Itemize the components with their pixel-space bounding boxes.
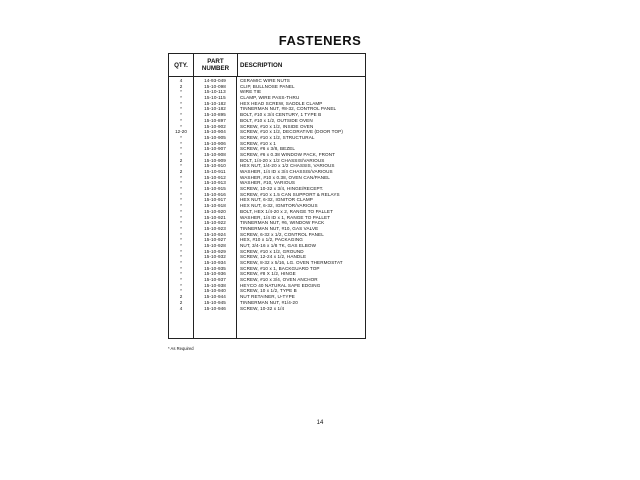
part-number-cell: 15-10-113: [204, 89, 226, 95]
qty-cell: *: [180, 134, 182, 140]
part-number-cell: 15-10-937: [204, 277, 226, 283]
qty-cell: *: [180, 208, 182, 214]
qty-cell: *: [180, 95, 182, 101]
part-number-cell: 15-10-928: [204, 242, 226, 248]
part-number-cell: 15-10-913: [204, 180, 226, 186]
part-number-cell: 15-10-908: [204, 151, 226, 157]
part-number-cell: 15-10-921: [204, 214, 226, 220]
part-number-cell: 15-10-916: [204, 191, 226, 197]
part-number-cell: 15-10-905: [204, 134, 226, 140]
description-header: DESCRIPTION: [240, 61, 283, 69]
part-number-cell: 14-93-049: [204, 78, 226, 83]
part-number-cell: 15-10-935: [204, 265, 226, 271]
description-cell: SCREW, 10-32 x 1/4: [240, 305, 285, 311]
description-cell: SCREW, #10 x 1, BACKGUARD TOP: [240, 265, 320, 271]
description-cell: HEYCO 40 NATURAL SAFE EDGING: [240, 282, 321, 288]
qty-cell: 2: [179, 157, 183, 163]
part-number-cell: 15-10-182: [204, 106, 226, 112]
description-cell: SCREW, #8 X 1/2, HINGE: [240, 271, 296, 277]
part-number-cell: 15-10-909: [204, 157, 226, 163]
qty-cell: 2: [179, 83, 183, 89]
description-cell: BOLT, #10 x 1/2, OUTSIDE OVEN: [240, 117, 313, 123]
description-cell: WIRE TIE: [240, 89, 262, 95]
qty-cell: *: [180, 106, 182, 112]
qty-cell: *: [180, 231, 182, 237]
description-cell: HEX NUT, 6-32, IGNITOR CLAMP: [240, 197, 313, 203]
table-header: [169, 54, 365, 77]
description-cell: SCREW, #10 x 1/2, GROUND: [240, 248, 304, 254]
part-number-cell: 15-10-938: [204, 282, 226, 288]
qty-cell: *: [180, 174, 182, 180]
part-number-cell: 15-10-918: [204, 203, 226, 209]
description-cell: HEX HEAD SCREW, SADDLE CLAMP: [240, 100, 323, 106]
qty-cell: *: [180, 271, 182, 277]
qty-cell: *: [180, 197, 182, 203]
description-cell: SCREW, 12-24 x 1/2, HANDLE: [240, 254, 307, 260]
qty-cell: 12-20: [175, 129, 187, 135]
description-cell: TINNERMAN NUT, #10, GAS VALVE: [240, 225, 319, 231]
description-cell: NUT RETAINER, U-TYPE: [240, 294, 295, 300]
qty-cell: *: [180, 214, 182, 220]
description-cell: HEX NUT, 1/4-20 x 1/2 CHASSIS, VARIOUS: [240, 163, 335, 169]
page-title: FASTENERS: [278, 33, 362, 48]
part-number-cell: 15-10-182: [204, 100, 226, 106]
description-cell: SCREW, 10 x 1/2, TYPE B: [240, 288, 297, 294]
part-number-cell: 15-10-945: [204, 299, 226, 305]
table-body: [169, 78, 365, 311]
description-cell: WASHER, 1/4 ID x 3/4 CHASSIS/VARIOUS: [240, 169, 333, 174]
description-cell: SCREW, #6 x 3/8, BEZEL: [240, 146, 296, 152]
description-cell: WASHER, 1/4 ID x 1, RANGE TO PALLET: [240, 214, 331, 220]
part-number-cell: 15-10-936: [204, 271, 226, 277]
description-cell: HEX, #10 x 1/2, PACKAGING: [240, 237, 303, 243]
description-cell: SCREW, 8-32 x 5/16, LG. OVEN THERMOSTAT: [240, 260, 343, 265]
qty-cell: *: [180, 117, 182, 123]
qty-cell: *: [180, 151, 182, 157]
qty-cell: *: [180, 265, 182, 271]
description-cell: BOLT, #10 x 3/4 CENTURY, 1 TYPE B: [240, 112, 322, 118]
qty-cell: *: [180, 277, 182, 283]
description-cell: HEX NUT, 6-32, IGNITOR/VARIOUS: [240, 203, 318, 209]
description-cell: TINNERMAN NUT, #1/4-20: [240, 299, 298, 305]
description-cell: NUT, 3/4-16 x 1/8 TK, GAS ELBOW: [240, 242, 317, 248]
part-number-cell: 15-10-946: [204, 305, 226, 311]
qty-cell: *: [180, 140, 182, 146]
description-cell: SCREW, #10 x 1/2, INSIDE OVEN: [240, 123, 314, 129]
qty-cell: *: [180, 254, 182, 260]
qty-cell: *: [180, 100, 182, 106]
description-cell: CLIP, BULLNOSE PANEL: [240, 83, 295, 89]
description-cell: SCREW, #10 x 1/2, STRUCTURAL: [240, 134, 315, 140]
qty-cell: 2: [179, 294, 183, 300]
description-cell: WASHER, #10 x 0.38, OVEN CAN/PANEL: [240, 174, 330, 180]
part-number-cell: 15-10-934: [204, 260, 226, 265]
footnote: * As Required: [168, 346, 194, 351]
description-cell: SCREW, #10 x 1/2, DECORATIVE (DOOR TOP): [240, 129, 343, 135]
qty-cell: *: [180, 186, 182, 192]
qty-cell: *: [180, 288, 182, 294]
qty-cell: *: [180, 89, 182, 95]
part-number-cell: 15-10-098: [204, 83, 226, 89]
part-number-cell: 15-10-907: [204, 146, 226, 152]
description-cell: SCREW, #6 x 0.38 WINDOW PACK, FRONT: [240, 151, 336, 157]
description-cell: CLAMP, WIRE PASS-THRU: [240, 95, 300, 101]
qty-cell: *: [180, 242, 182, 248]
description-cell: SCREW, 10-32 x 3/4, HINGE/RECEPT.: [240, 186, 324, 192]
qty-cell: *: [180, 260, 182, 265]
qty-cell: *: [180, 220, 182, 226]
part-number-cell: 15-10-910: [204, 163, 226, 169]
part-number-cell: 15-10-924: [204, 231, 226, 237]
qty-cell: *: [180, 191, 182, 197]
part-number-cell: 15-10-912: [204, 174, 226, 180]
part-number-header: PART NUMBER: [193, 54, 238, 76]
description-cell: BOLT, 1/4-20 x 1/2 CHASSIS/VARIOUS: [240, 157, 325, 163]
table-row: [169, 306, 365, 312]
description-cell: SCREW, #10 x 1.5 CAN SUPPORT & RELAYS: [240, 191, 340, 197]
qty-cell: *: [180, 163, 182, 169]
part-number-cell: 15-10-897: [204, 117, 226, 123]
qty-cell: *: [180, 146, 182, 152]
qty-cell: *: [180, 180, 182, 186]
part-number-cell: 15-10-906: [204, 140, 226, 146]
part-number-cell: 15-10-902: [204, 123, 226, 129]
description-cell: SCREW, #10 x 1: [240, 140, 276, 146]
part-number-cell: 15-10-915: [204, 186, 226, 192]
part-number-cell: 15-10-920: [204, 208, 226, 214]
part-number-cell: 15-10-940: [204, 288, 226, 294]
part-number-cell: 15-10-932: [204, 254, 226, 260]
fasteners-table: [168, 53, 366, 339]
qty-cell: *: [180, 112, 182, 118]
qty-cell: 2: [179, 299, 183, 305]
part-number-cell: 15-10-911: [204, 169, 226, 174]
description-cell: CERAMIC WIRE NUTS: [240, 78, 290, 83]
qty-cell: *: [180, 123, 182, 129]
qty-cell: *: [180, 248, 182, 254]
description-cell: WASHER, #10, VARIOUS: [240, 180, 296, 186]
qty-cell: *: [180, 237, 182, 243]
part-number-cell: 15-10-917: [204, 197, 226, 203]
part-number-cell: 15-10-929: [204, 248, 226, 254]
description-cell: SCREW, #10 x 3/4, OVEN ANCHOR: [240, 277, 318, 283]
description-cell: BOLT, HEX 1/4-20 x 2, RANGE TO PALLET: [240, 208, 333, 214]
part-number-cell: 15-10-923: [204, 225, 226, 231]
part-number-cell: 15-10-895: [204, 112, 226, 118]
part-number-cell: 15-10-904: [204, 129, 226, 135]
description-cell: TINNERMAN NUT, #6, WINDOW PACK: [240, 220, 325, 226]
qty-cell: 4: [179, 305, 183, 311]
qty-cell: 2: [179, 169, 183, 174]
qty-cell: 4: [179, 78, 183, 83]
qty-cell: *: [180, 282, 182, 288]
part-number-cell: 15-10-927: [204, 237, 226, 243]
description-cell: TINNERMAN NUT, #8-32, CONTROL PANEL: [240, 106, 337, 112]
qty-cell: *: [180, 225, 182, 231]
part-number-cell: 15-10-922: [204, 220, 226, 226]
part-number-cell: 15-10-115: [204, 95, 226, 101]
qty-header: QTY.: [174, 61, 188, 69]
qty-cell: *: [180, 203, 182, 209]
description-cell: SCREW, 6-32 x 1/2, CONTROL PANEL: [240, 231, 324, 237]
page-number: 14: [316, 420, 324, 426]
part-number-cell: 15-10-944: [204, 294, 226, 300]
